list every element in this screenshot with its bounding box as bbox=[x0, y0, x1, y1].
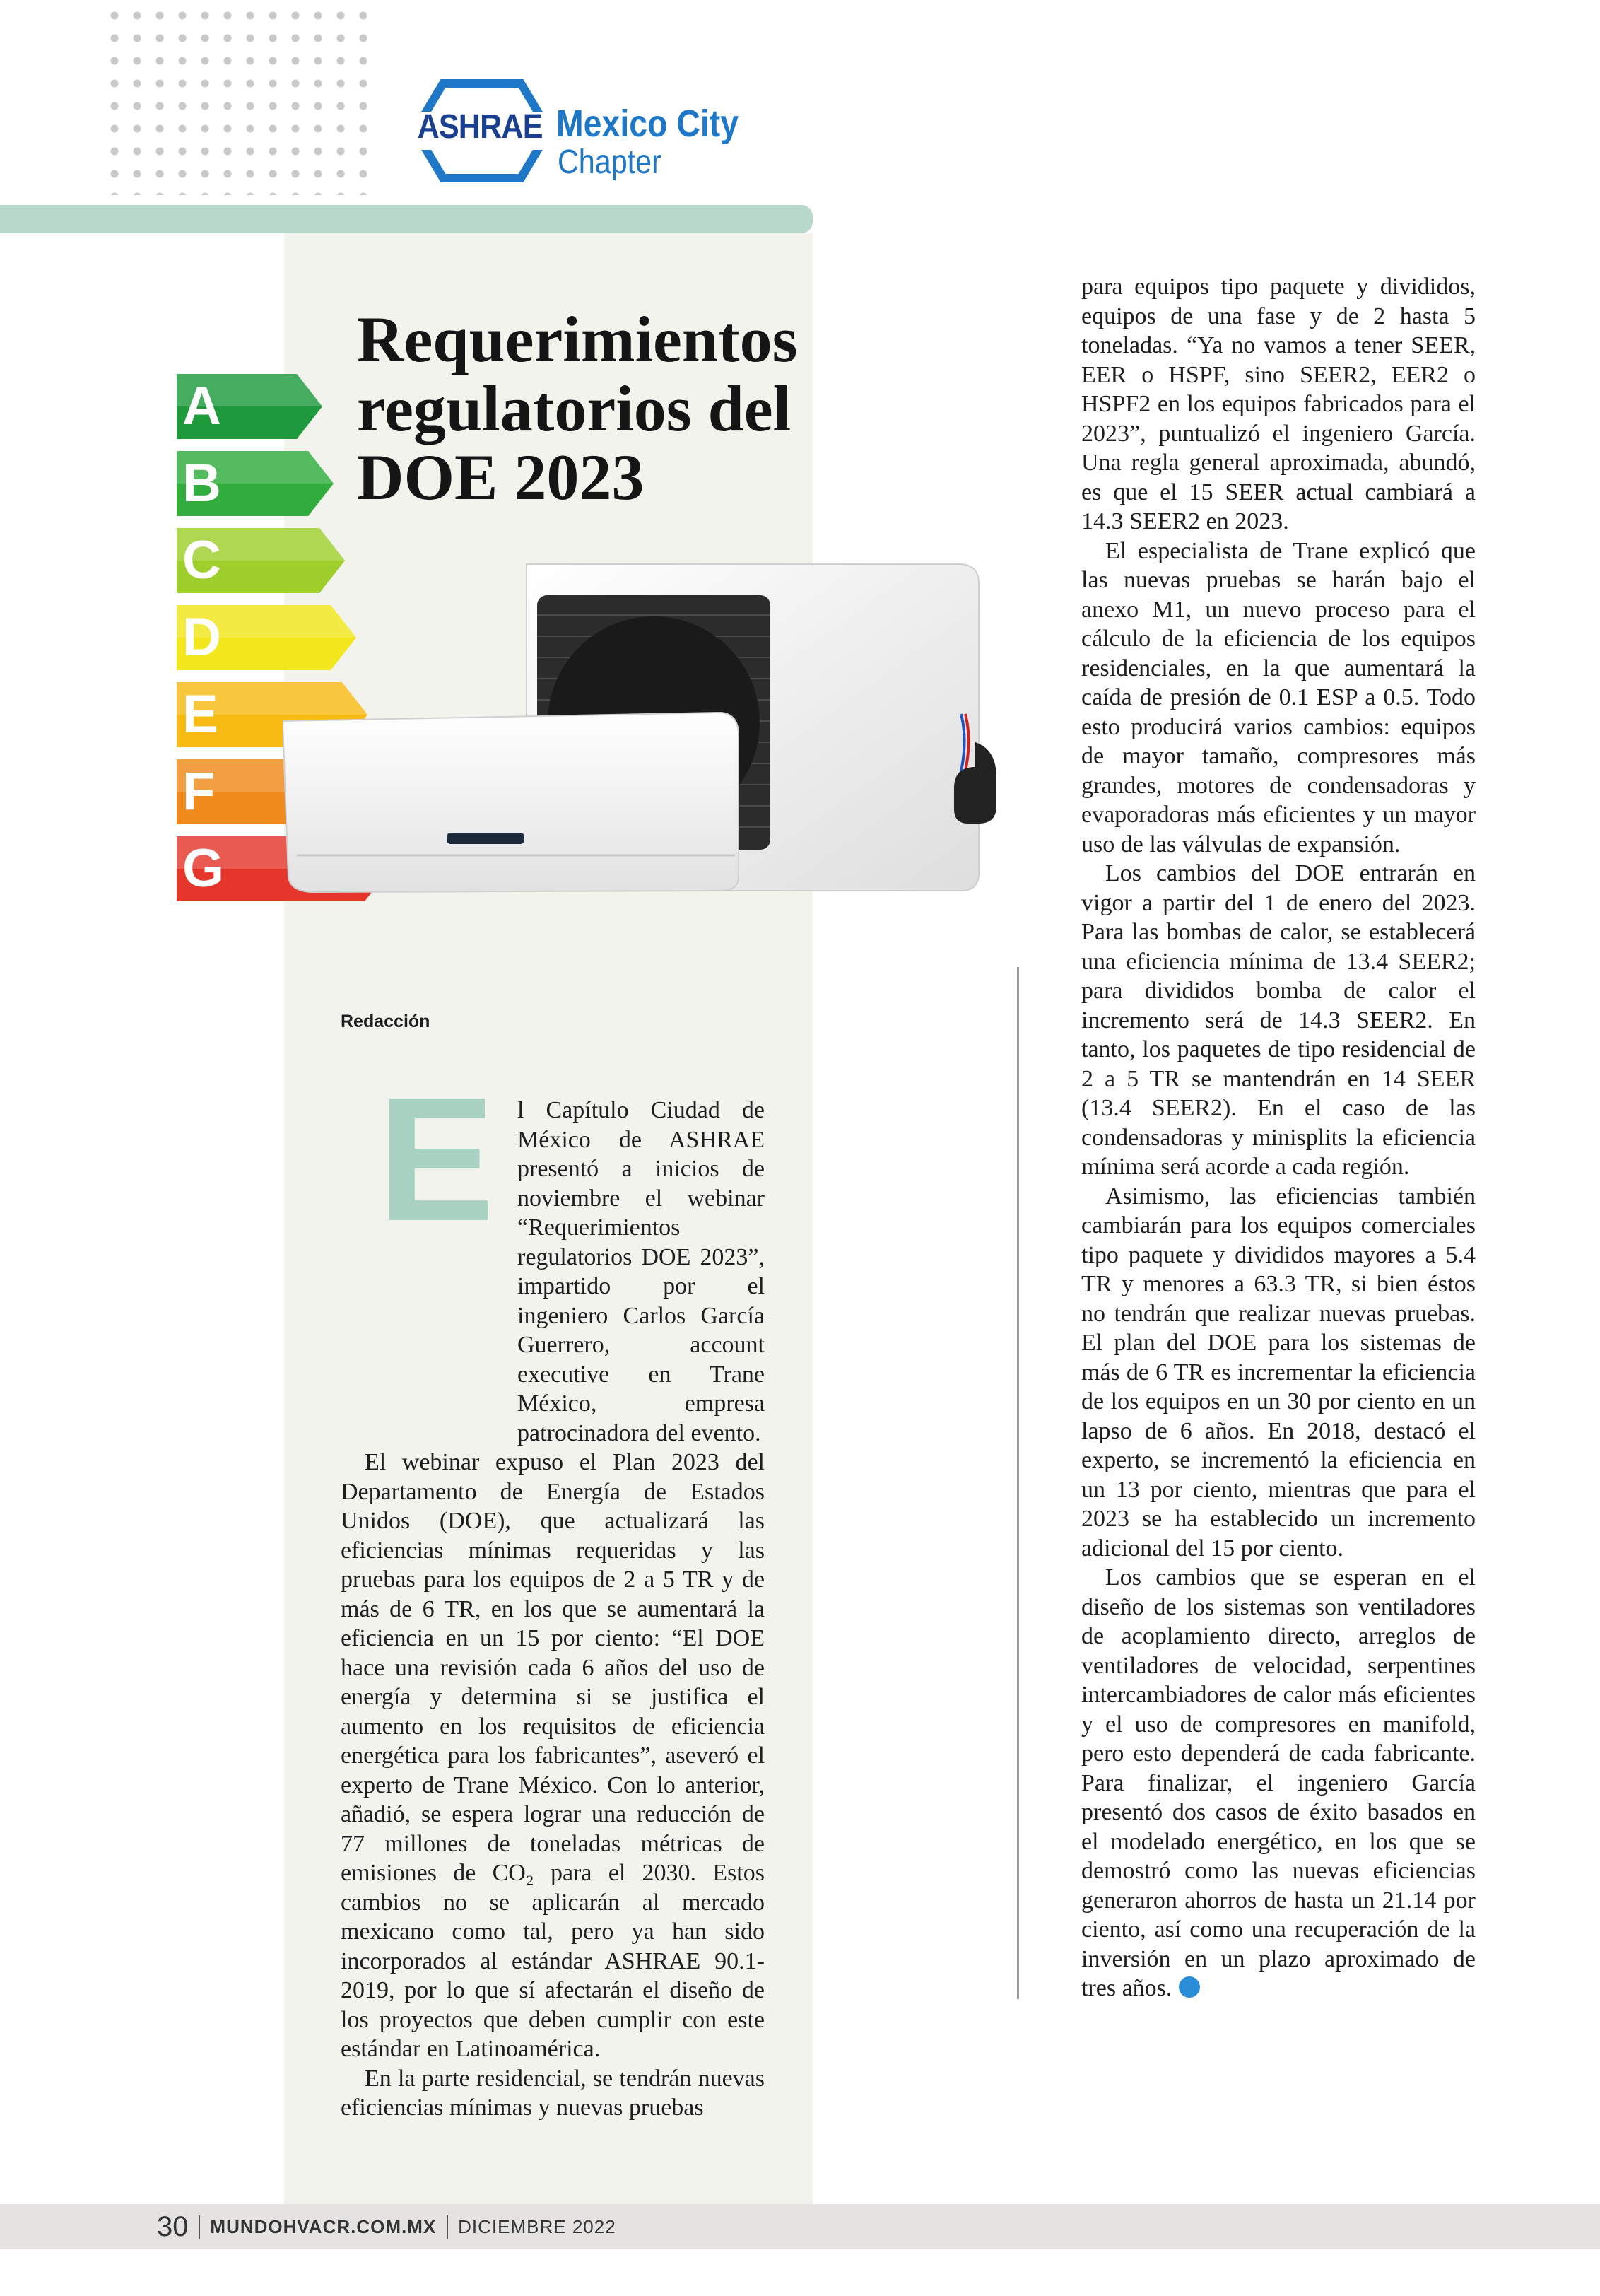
article-left-column bbox=[341, 1096, 765, 2123]
energy-label-b bbox=[177, 448, 336, 519]
decorative-dot-grid bbox=[103, 4, 379, 195]
energy-label-letter: F bbox=[182, 761, 216, 821]
energy-label-letter: C bbox=[182, 530, 221, 590]
paragraph: para equipos tipo paquete y divididos, equipos de una fase y de 2 hasta 5 toneladas. “Ya no vamos a tener SEER, EER o HSPF, sino SEER2, EER2 o HSPF2 en los equipos fabricados para el 2023”, puntualizó el ingeniero García. Una regla general aproximada, abundó, es que el 15 SEER actual cambiará a 14.3 SEER2 en 2023. bbox=[1081, 274, 1476, 534]
energy-label-a bbox=[177, 371, 325, 442]
page-number: 30 bbox=[157, 2211, 189, 2242]
article-right-column bbox=[1081, 272, 1476, 2003]
byline: Redacción bbox=[341, 1012, 430, 1031]
energy-label-letter: G bbox=[182, 838, 225, 898]
paragraph-text: Los cambios que se esperan en el diseño de los sistemas son ventiladores de acoplamiento directo, arreglos de ventiladores de velocidad, serpentines intercambiadores de calor más eficientes y el uso de compresores en manifold, pero esto dependerá de cada fabricante. Para finalizar, el ingeniero García presentó dos casos de éxito basados en el modelado energético, en los que se demostró como las nuevas eficiencias generaron ahorros de hasta un 21.14 por ciento, así como una recuperación de la inversión en un plazo aproximado de tres años. bbox=[1081, 1564, 1476, 2001]
footer-date: DICIEMBRE 2022 bbox=[458, 2216, 616, 2237]
top-accent-bar bbox=[0, 205, 813, 233]
energy-label-letter: A bbox=[182, 376, 221, 436]
logo-chapter-text: Chapter bbox=[558, 144, 661, 181]
paragraph: Asimismo, las eficiencias también cambiarán para los equipos comerciales tipo paquete y divididos mayores a 5.4 TR y menores a 63.3 TR, si bien éstos no tendrán que realizar nuevas pruebas. El plan del DOE para los sistemas de más de 6 TR es incrementar la eficiencia de los equipos en un 30 por ciento en un lapso de 6 años. En 2018, destacó el experto, se incrementó la eficiencia en un 13 por ciento, mientras que para el 2023 se ha establecido un incremento adicional del 15 por ciento. bbox=[1081, 1183, 1476, 1562]
air-conditioner-illustration bbox=[283, 544, 1046, 912]
paragraph: l Capítulo Ciudad de México de ASHRAE presentó a inicios de noviembre el webinar “Requerimientos regulatorios DOE 2023”, impartido por el ingeniero Carlos García Guerrero, account executive en Trane México, empresa patrocinadora del evento. bbox=[517, 1097, 765, 1446]
paragraph: En la parte residencial, se tendrán nuevas eficiencias mínimas y nuevas pruebas bbox=[341, 2065, 765, 2121]
paragraph: El webinar expuso el Plan 2023 del Departamento de Energía de Estados Unidos (DOE), que actualizará las eficiencias mínimas requeridas y las pruebas para los equipos de 2 a 5 TR y de más de 6 TR, en los que se aumentará la eficiencia en un 15 por ciento: “El DOE hace una revisión cada 6 años del uso de energía y determina si se justifica el aumento en los requisitos de eficiencia energética para los fabricantes”, aseveró el experto de Trane México. Con lo anterior, añadió, se espera lograr una reducción de 77 millones de toneladas métricas de emisiones de CO₂ para el 2030. Estos cambios no se aplicarán al mercado mexicano como tal, pero ya han sido incorporados al estándar ASHRAE 90.1-2019, por lo que sí afectarán el diseño de los proyectos que deben cumplir con este estándar en Latinoamérica. bbox=[341, 1449, 765, 2062]
paragraph-last bbox=[1081, 1563, 1476, 2003]
logo-ashrae-text: ASHRAE bbox=[417, 108, 543, 146]
footer-separator bbox=[199, 2215, 200, 2239]
paragraph: Los cambios del DOE entrarán en vigor a partir del 1 de enero del 2023. Para las bombas de calor, se establecerá una eficiencia mínima de 13.4 SEER2; para divididos bomba de calor el incremento será de 14.3 SEER2. En tanto, los paquetes de tipo residencial de 2 a 5 TR se mantendrán en 14 SEER (13.4 SEER2). En el caso de las condensadoras y minisplits la eficiencia mínima será acorde a cada región. bbox=[1081, 860, 1476, 1180]
article-title: Requerimientos regulatorios del DOE 2023 bbox=[357, 303, 798, 514]
energy-label-letter: E bbox=[182, 684, 218, 744]
end-of-article-icon bbox=[1179, 1976, 1200, 1998]
page-footer bbox=[0, 2204, 1600, 2249]
logo-city-text: Mexico City bbox=[556, 102, 739, 145]
energy-label-letter: D bbox=[182, 607, 221, 667]
ashrae-chapter-logo bbox=[411, 78, 743, 184]
energy-label-letter: B bbox=[182, 453, 221, 513]
paragraph: El especialista de Trane explicó que las nuevas pruebas se harán bajo el anexo M1, un nuevo proceso para el cálculo de la eficiencia de los equipos residenciales, en la que aumentará la caída de presión de 0.1 ESP a 0.5. Todo esto producirá varios cambios: equipos de mayor tamaño, compresores más grandes, motores de condensadoras y evaporadoras más eficientes y un mayor uso de las válvulas de expansión. bbox=[1081, 537, 1476, 857]
drop-cap: E bbox=[377, 1060, 495, 1258]
column-divider bbox=[1017, 967, 1019, 1999]
footer-separator bbox=[447, 2215, 448, 2239]
footer-site: MUNDOHVACR.COM.MX bbox=[210, 2216, 437, 2237]
